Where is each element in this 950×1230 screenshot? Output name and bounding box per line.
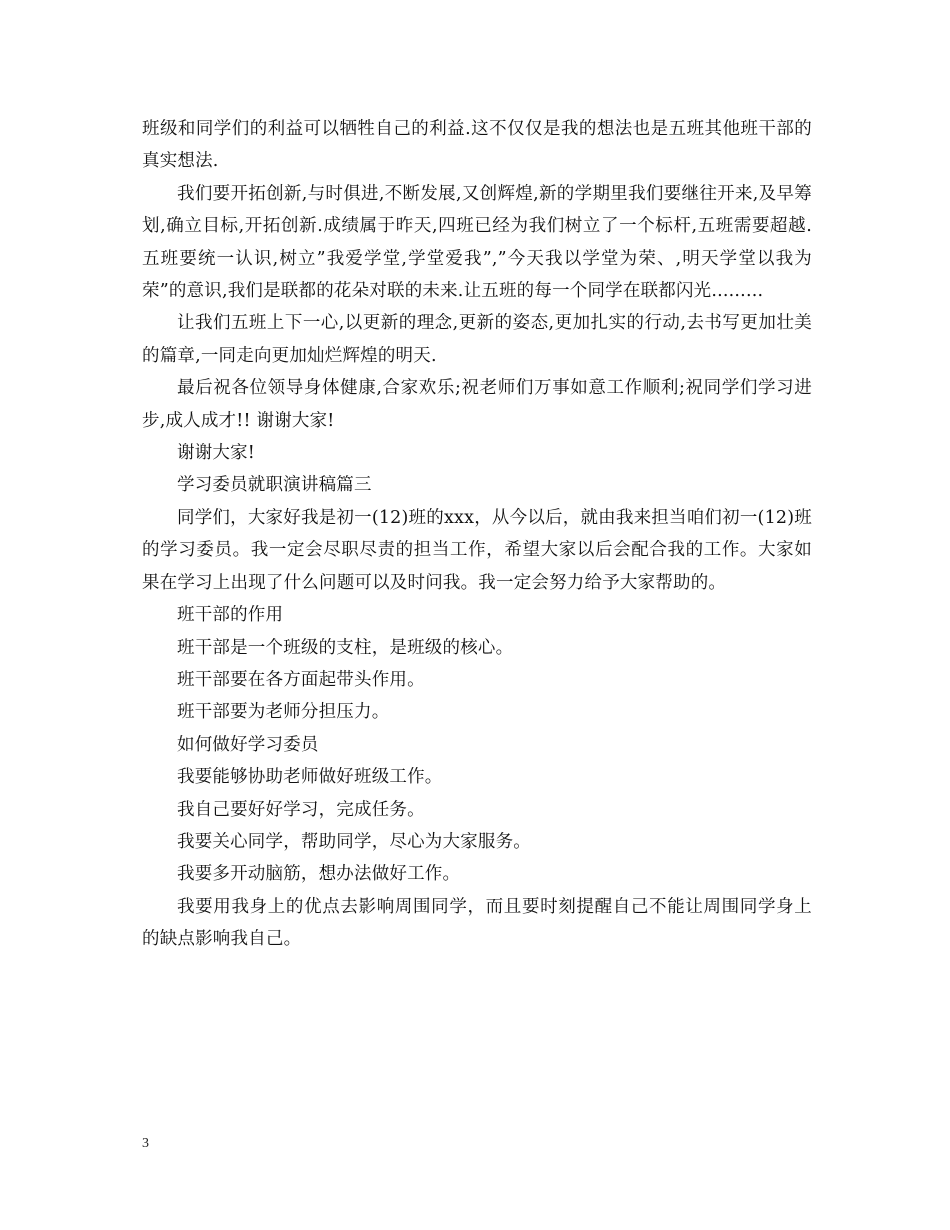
paragraph-1: 我们要开拓创新,与时俱进,不断发展,又创辉煌,新的学期里我们要继往开来,及早筹划,确立目标,开拓创新.成绩属于昨天,四班已经为我们树立了一个标杆,五班需要超越.五班要统一认识,树立”我爱学堂,学堂爱我”,”今天我以学堂为荣、,明天学堂以我为荣”的意识,我们是联都的花朵对联的未来.让五班的每一个同学在联都闪光......... [142,183,812,302]
section-heading: 学习委员就职演讲稿篇三 [177,475,372,496]
paragraph-2: 让我们五班上下一心,以更新的理念,更新的姿态,更加扎实的行动,去书写更加壮美的篇章,一同走向更加灿烂辉煌的明天. [142,313,812,366]
paragraph-8: 班干部是一个班级的支柱，是班级的核心。 [177,637,514,658]
paragraph-12: 我要能够协助老师做好班级工作。 [177,767,443,788]
paragraph-16: 我要用我身上的优点去影响周围同学，而且要时刻提醒自己不能让周围同学身上的缺点影响我自己。 [142,896,812,950]
paragraph-4: 谢谢大家! [177,443,256,464]
paragraph-6: 同学们，大家好我是初一(12)班的xxx，从今以后，就由我来担当咱们初一(12)班的学习委员。我一定会尽职尽责的担当工作，希望大家以后会配合我的工作。大家如果在学习上出现了什么问题可以及时问我。我一定会努力给予大家帮助的。 [142,507,812,593]
paragraph-14: 我要关心同学，帮助同学，尽心为大家服务。 [177,831,531,852]
page-number: 3 [142,1136,149,1151]
paragraph-10: 班干部要为老师分担压力。 [177,702,390,723]
paragraph-3: 最后祝各位领导身体健康,合家欢乐;祝老师们万事如意工作顺利;祝同学们学习进步,成人成才!! 谢谢大家! [142,378,812,431]
paragraph-13: 我自己要好好学习，完成任务。 [177,799,425,820]
document-body [142,113,812,956]
paragraph-9: 班干部要在各方面起带头作用。 [177,669,425,690]
paragraph-0: 班级和同学们的利益可以牺牲自己的利益.这不仅仅是我的想法也是五班其他班干部的真实想法. [142,119,812,172]
subheading-how: 如何做好学习委员 [177,734,319,755]
subheading-role: 班干部的作用 [177,605,284,626]
paragraph-15: 我要多开动脑筋，想办法做好工作。 [177,864,461,885]
